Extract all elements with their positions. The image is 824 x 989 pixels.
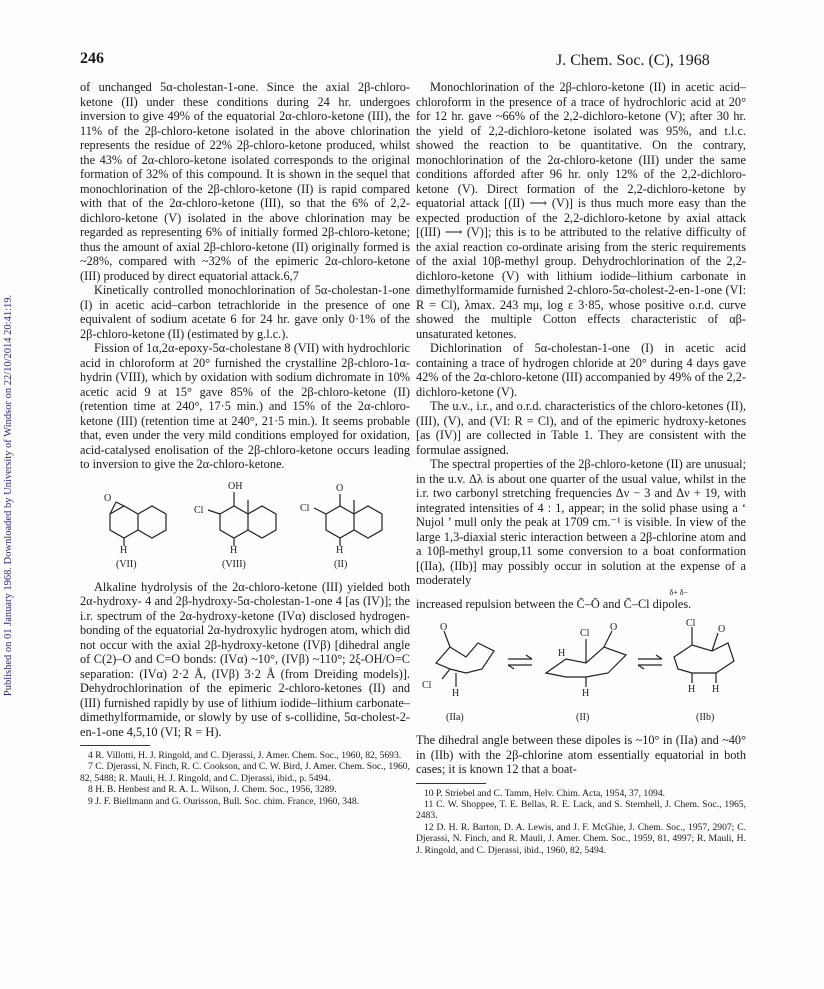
footnote-rule: [80, 745, 150, 746]
footnote: 9 J. F. Biellmann and G. Ourisson, Bull. Soc. chim. France, 1960, 348.: [88, 795, 360, 807]
footnote: 4 R. Villotti, H. J. Ringold, and C. Djerassi, J. Amer. Chem. Soc., 1960, 82, 5693.: [88, 750, 402, 761]
right-column: [416, 80, 746, 856]
chlorine-label: Cl: [686, 618, 696, 629]
right-paragraph-6: The dihedral angle between these dipoles is ~10° in (IIa) and ~40° in (IIb) with the 2β-chlorine atom essentially equatorial in both cases; it is known 12 that a boat-: [416, 733, 746, 776]
oxygen-label: O: [336, 482, 344, 494]
oxygen-label: O: [610, 622, 618, 633]
oxygen-label: O: [440, 622, 448, 633]
footnote: 12 D. H. R. Barton, D. A. Lewis, and J. F. McGhie, J. Chem. Soc., 1957, 2907; C. Djerassi, N. Finch, and R. Mauli, J. Amer. Chem. Soc., 1959, 81, 4997; R. Mauli, H. J. Ringold, and C. Djerassi, ibid., 1960, 82, 5494.: [416, 821, 746, 856]
download-stamp-text: Published on 01 January 1968. Downloaded by University of Windsor on 22/10/2014 20:41:19.: [3, 294, 15, 696]
right-footnotes: [416, 788, 746, 856]
right-paragraph-1: Monochlorination of the 2β-chloro-ketone (II) in acetic acid–chloroform in the presence of a trace of hydrochloric acid at 20° for 12 hr. gave ~66% of the 2,2-dichloro-ketone (V); after 30 hr. the yield of 2,2-dichloro-ketone isolated was 95%, and t.l.c. showed the reaction to be quantitative. On the contrary, monochlorination of the 2α-chloro-ketone (III) under the same conditions afforded after 96 hr. only 12% of the 2,2-dichloro-ketone (V). Direct formation of the 2,2-dichloro-ketone by equatorial attack [(II) ⟶ (V)] is thus much more easy than the expected production of the 2,2-dichloro-ketone by axial attack [(III) ⟶ (V)]; this is to be attributed to the relative difficulty of the axial reaction co-ordinate arising from the steric requirements of the axial 10β-methyl group. Dehydrochlorination of the 2,2-dichloro-ketone (V) with lithium iodide–lithium carbonate in dimethylformamide furnished 2-chloro-5α-cholest-2-en-1-one (VI: R = Cl), λmax. 243 mμ, log ε 3·85, whose positive o.r.d. curve showed the multiple Cotton effects characteristic of αβ-unsaturated ketones.: [416, 80, 746, 341]
left-column: [80, 80, 410, 807]
footnote: 7 C. Djerassi, N. Finch, R. C. Cookson, and C. W. Bird, J. Amer. Chem. Soc., 1960, 82, 5488; R. Mauli, H. J. Ringold, and C. Djerassi, ibid., p. 5494.: [80, 761, 410, 784]
download-stamp: [2, 150, 16, 840]
left-paragraph-1: of unchanged 5α-cholestan-1-one. Since the axial 2β-chloro-ketone (II) under these conditions during 24 hr. undergoes inversion to give 49% of the equatorial 2α-chloro-ketone (III), the 11% of the 2β-chloro-ketone isolated in the above chlorination represents the residue of 22% 2β-chloro-ketone produced, whilst the 43% of 2α-chloro-ketone isolated corresponds to the original formation of 32% of this compound. It is shown in the sequel that monochlorination of the 2β-chloro-ketone (II) is rapid compared with that of the 2α-chloro-ketone (III), so that the 6% of 2,2-dichloro-ketone (V) isolated in the above chlorination may be regarded as representing 6% of initially formed 2β-chloro-ketone; thus the amount of axial 2β-chloro-ketone (II) originally formed is ~28%, compared with ~32% of the epimeric 2α-chloro-ketone (III) produced by direct equatorial attack.6,7: [80, 80, 410, 283]
footnote: 8 H. B. Henbest and R. A. L. Wilson, J. Chem. Soc., 1956, 3289.: [88, 784, 337, 796]
right-paragraph-4: The spectral properties of the 2β-chloro-ketone (II) are unusual; in the u.v. Δλ is about one quarter of the usual value, whilst in the i.r. two carbonyl stretching frequencies Δν − 3 and Δν + 19, with integrated intensities of 4 : 1, appear; in the solid phase using a ‘ Nujol ’ mull only the peak at 1709 cm.⁻¹ is visible. In view of the large 1,3-diaxial steric interaction between a 2β-chlorine atom and a 10β-methyl group,11 some conversion to a boat conformation [(IIa), (IIb)] may possibly occur in solution at the expense of a moderately: [416, 457, 746, 587]
chlorine-label: Cl: [194, 504, 204, 516]
hydrogen-label: H: [558, 648, 566, 659]
hydrogen-label: H: [452, 688, 460, 699]
structures-figure-vii-viii-ii: [80, 478, 410, 574]
right-paragraph-3: The u.v., i.r., and o.r.d. characteristics of the chloro-ketones (II), (III), (V), and (VI: R = Cl), and of the epimeric hydroxy-ketones [as (IV)] are collected in Table 1. They are consistent with the formulae assigned.: [416, 399, 746, 457]
journal-header: J. Chem. Soc. (C), 1968: [556, 52, 710, 69]
caption-iib: (IIb): [696, 712, 715, 723]
right-paragraph-2: Dichlorination of 5α-cholestan-1-one (I) in acetic acid containing a trace of hydrogen chloride at 20° during 4 days gave 42% of the 2α-chloro-ketone (III) accompanied by 49% of the 2,2-dichloro-ketone (V).: [416, 341, 746, 399]
chlorine-label: Cl: [300, 502, 310, 514]
page-number: 246: [80, 50, 104, 67]
hydrogen-label: H: [230, 544, 238, 556]
chlorine-label: Cl: [580, 628, 590, 639]
conformation-figure: [416, 617, 746, 727]
caption-ii: (II): [334, 558, 348, 570]
hydrogen-label: H: [336, 544, 344, 556]
hydrogen-label: H: [712, 684, 720, 695]
footnote-rule: [416, 783, 486, 784]
caption-viii: (VIII): [222, 558, 246, 570]
dipole-charges: δ+ δ−: [669, 587, 688, 597]
hydroxyl-label: OH: [228, 480, 243, 492]
hydrogen-label: H: [120, 544, 128, 556]
hydrogen-label: H: [688, 684, 696, 695]
chlorine-label: Cl: [422, 680, 432, 691]
left-paragraph-3: Fission of 1α,2α-epoxy-5α-cholestane 8 (VII) with hydrochloric acid in chloroform at 20° furnished the crystalline 2β-chloro-1α-hydrin (VIII), which by oxidation with sodium dichromate in 10% acetic acid 9 at 15° gave 85% of the 2β-chloro-ketone (II) (retention time at 240°, 17·5 min.) and 15% of the 2α-chloro-ketone (III) (retention time at 240°, 21·5 min.). It seems probable that, even under the very mild conditions employed for oxidation, acid-catalysed enolisation of the 2β-chloro-ketone occurs leading to inversion to give the 2α-chloro-ketone.: [80, 341, 410, 471]
left-paragraph-2: Kinetically controlled monochlorination of 5α-cholestan-1-one (I) in acetic acid–carbon tetrachloride in the presence of one equivalent of sodium acetate 6 for 24 hr. gave only 0·1% of the 2β-chloro-ketone (II) (estimated by g.l.c.).: [80, 283, 410, 341]
caption-iia: (IIa): [446, 712, 464, 723]
oxygen-label: O: [104, 492, 112, 504]
footnote: 10 P. Striebel and C. Tamm, Helv. Chim. Acta, 1954, 37, 1094.: [424, 787, 666, 799]
oxygen-label: O: [718, 624, 726, 635]
right-paragraph-5: increased repulsion between the C̄–Ō and C̄–Cl dipoles.: [416, 596, 692, 611]
footnote: 11 C. W. Shoppee, T. E. Bellas, R. E. Lack, and S. Sternhell, J. Chem. Soc., 1965, 2483.: [416, 798, 746, 822]
structures-drawing: [80, 478, 410, 558]
caption-ii: (II): [576, 712, 590, 723]
caption-vii: (VII): [116, 558, 137, 570]
left-paragraph-4: Alkaline hydrolysis of the 2α-chloro-ketone (III) yielded both 2α-hydroxy- 4 and 2β-hydroxy-5α-cholestan-1-one 4 [as (IV)]; the i.r. spectrum of the 2α-hydroxy-ketone (IVα) disclosed hydrogen-bonding of the equatorial 2α-hydroxylic hydrogen atom, which did not occur with the axial 2β-hydroxy-ketone (IVβ) [dihedral angle of C(2)–O and C=O bonds: (IVα) ~10°, (IVβ) ~110°; 2ξ-OH/O=C separation: (IVα) 2·2 Å, (IVβ) 3·2 Å (from Dreiding models)]. Dehydrochlorination of the epimeric 2-chloro-ketones (II) and (III) furnished rapidly by use of lithium iodide–lithium carbonate–dimethylformamide, or slowly by use of s-collidine, 5α-cholest-2-en-1-one 4,5,10 (VI; R = H).: [80, 579, 410, 739]
left-footnotes: [80, 750, 410, 807]
hydrogen-label: H: [582, 688, 590, 699]
